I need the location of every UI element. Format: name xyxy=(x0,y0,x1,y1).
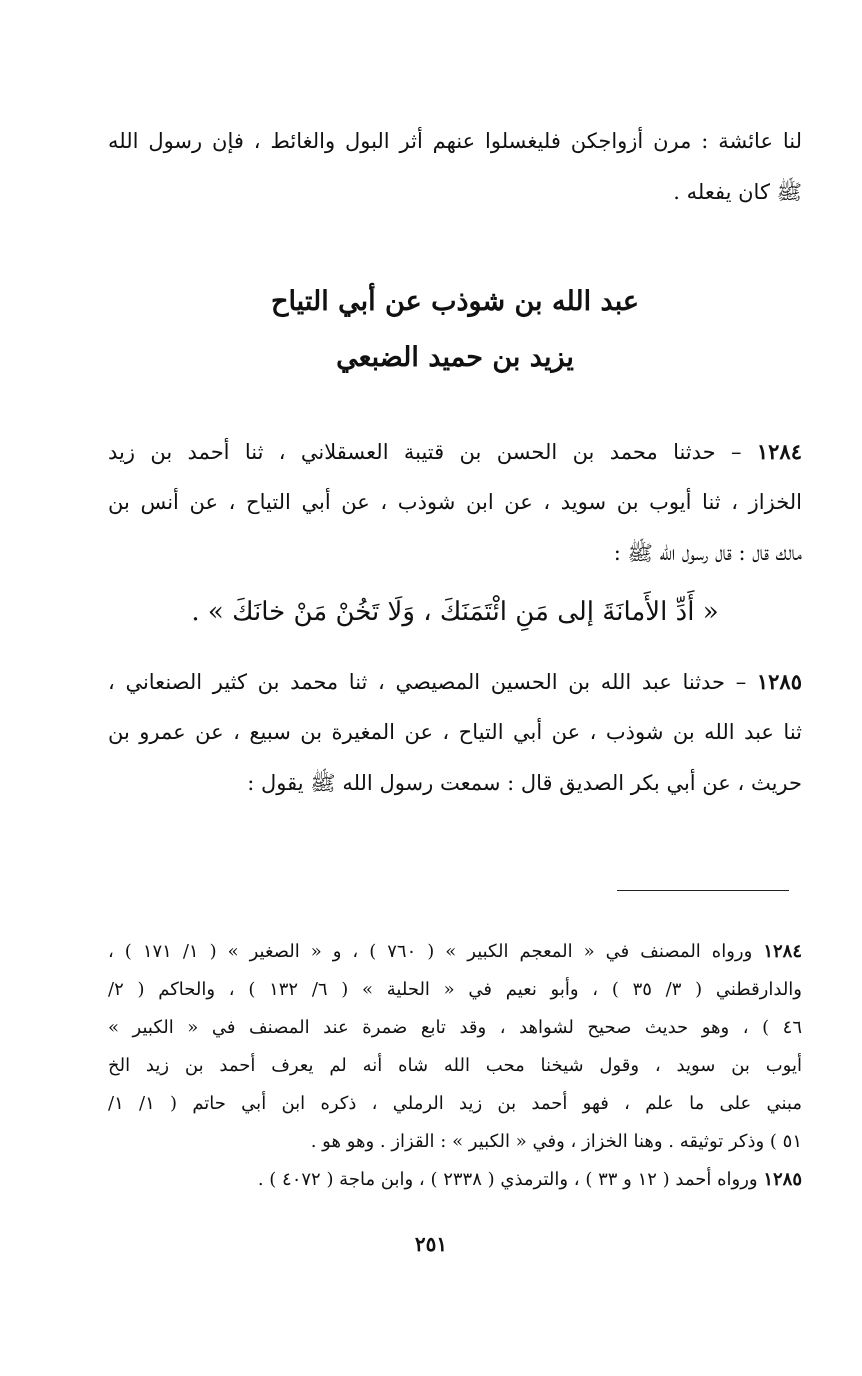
footnote-line: أيوب بن سويد ، وقول شيخنا محب الله شاه أنه لم يعرف أحمد بن زيد الخ xyxy=(108,1055,802,1076)
text-segment: ورواه المصنف في « المعجم الكبير » ( ٧٦٠ ) ، و « الصغير » ( ١/ ١٧١ ) ، xyxy=(108,941,753,962)
footnote-number: ١٢٨٤ xyxy=(763,941,802,962)
section-heading-line-2: يزيد بن حميد الضبعي xyxy=(336,342,574,373)
hadith-1284-paragraph xyxy=(108,426,802,579)
text-line: ثنا عبد الله بن شوذب ، عن أبي التياح ، عن المغيرة بن سبيع ، عن عمرو بن xyxy=(108,720,802,744)
continuation-paragraph xyxy=(108,116,802,218)
footnote-1285 xyxy=(108,1161,802,1199)
text-line: الخزاز ، ثنا أيوب بن سويد ، عن ابن شوذب ، عن أبي التياح ، عن أنس بن xyxy=(108,490,802,514)
text-line xyxy=(108,656,802,707)
text-line: حريث ، عن أبي بكر الصديق قال : سمعت رسول الله ﷺ يقول : xyxy=(247,771,802,795)
hadith-1284-quote: « أَدِّ الأَمانَةَ إلى مَنِ ائْتَمَنَكَ ، وَلَا تَخُنْ مَنْ خانَكَ » . xyxy=(191,597,719,627)
text-segment: – حدثنا عبد الله بن الحسين المصيصي ، ثنا محمد بن كثير الصنعاني ، xyxy=(108,670,747,694)
footnote-line xyxy=(108,933,802,971)
footnote-line xyxy=(108,1161,802,1199)
section-heading-line-1: عبد الله بن شوذب عن أبي التياح xyxy=(271,286,639,317)
text-line: لنا عائشة : مرن أزواجكن فليغسلوا عنهم أثر البول والغائط ، فإن رسول الله xyxy=(108,129,802,153)
footnote-line: ٤٦ ) ، وهو حديث صحيح لشواهد ، وقد تابع ضمرة عند المصنف في « الكبير » xyxy=(108,1017,802,1038)
text-line: ﷺ كان يفعله . xyxy=(673,180,802,204)
text-segment: ورواه أحمد ( ١٢ و ٣٣ ) ، والترمذي ( ٢٣٣٨ ) ، وابن ماجة ( ٤٠٧٢ ) . xyxy=(257,1169,758,1190)
text-line xyxy=(108,426,802,477)
hadith-1285-paragraph xyxy=(108,656,802,809)
footnote-number: ١٢٨٥ xyxy=(763,1169,802,1190)
footnote-line: ٥١ ) وذكر توثيقه . وهنا الخزاز ، وفي « الكبير » : القزاز . وهو هو . xyxy=(310,1131,802,1152)
text-line: مالك قال : قال رسول الله ﷺ : xyxy=(613,541,802,565)
footnote-divider xyxy=(617,890,789,891)
footnote-line: مبني على ما علم ، فهو أحمد بن زيد الرملي ، ذكره ابن أبي حاتم ( ١/ ١/ xyxy=(108,1093,802,1114)
text-segment: – حدثنا محمد بن الحسن بن قتيبة العسقلاني ، ثنا أحمد بن زيد xyxy=(108,440,742,464)
hadith-number: ١٢٨٤ xyxy=(756,439,802,464)
hadith-number: ١٢٨٥ xyxy=(756,669,802,694)
footnote-line: والدارقطني ( ٣/ ٣٥ ) ، وأبو نعيم في « الحلية » ( ٦/ ١٣٢ ) ، والحاكم ( ٢/ xyxy=(108,979,802,1000)
page-number: ٢٥١ xyxy=(414,1232,448,1256)
footnote-1284 xyxy=(108,933,802,1161)
